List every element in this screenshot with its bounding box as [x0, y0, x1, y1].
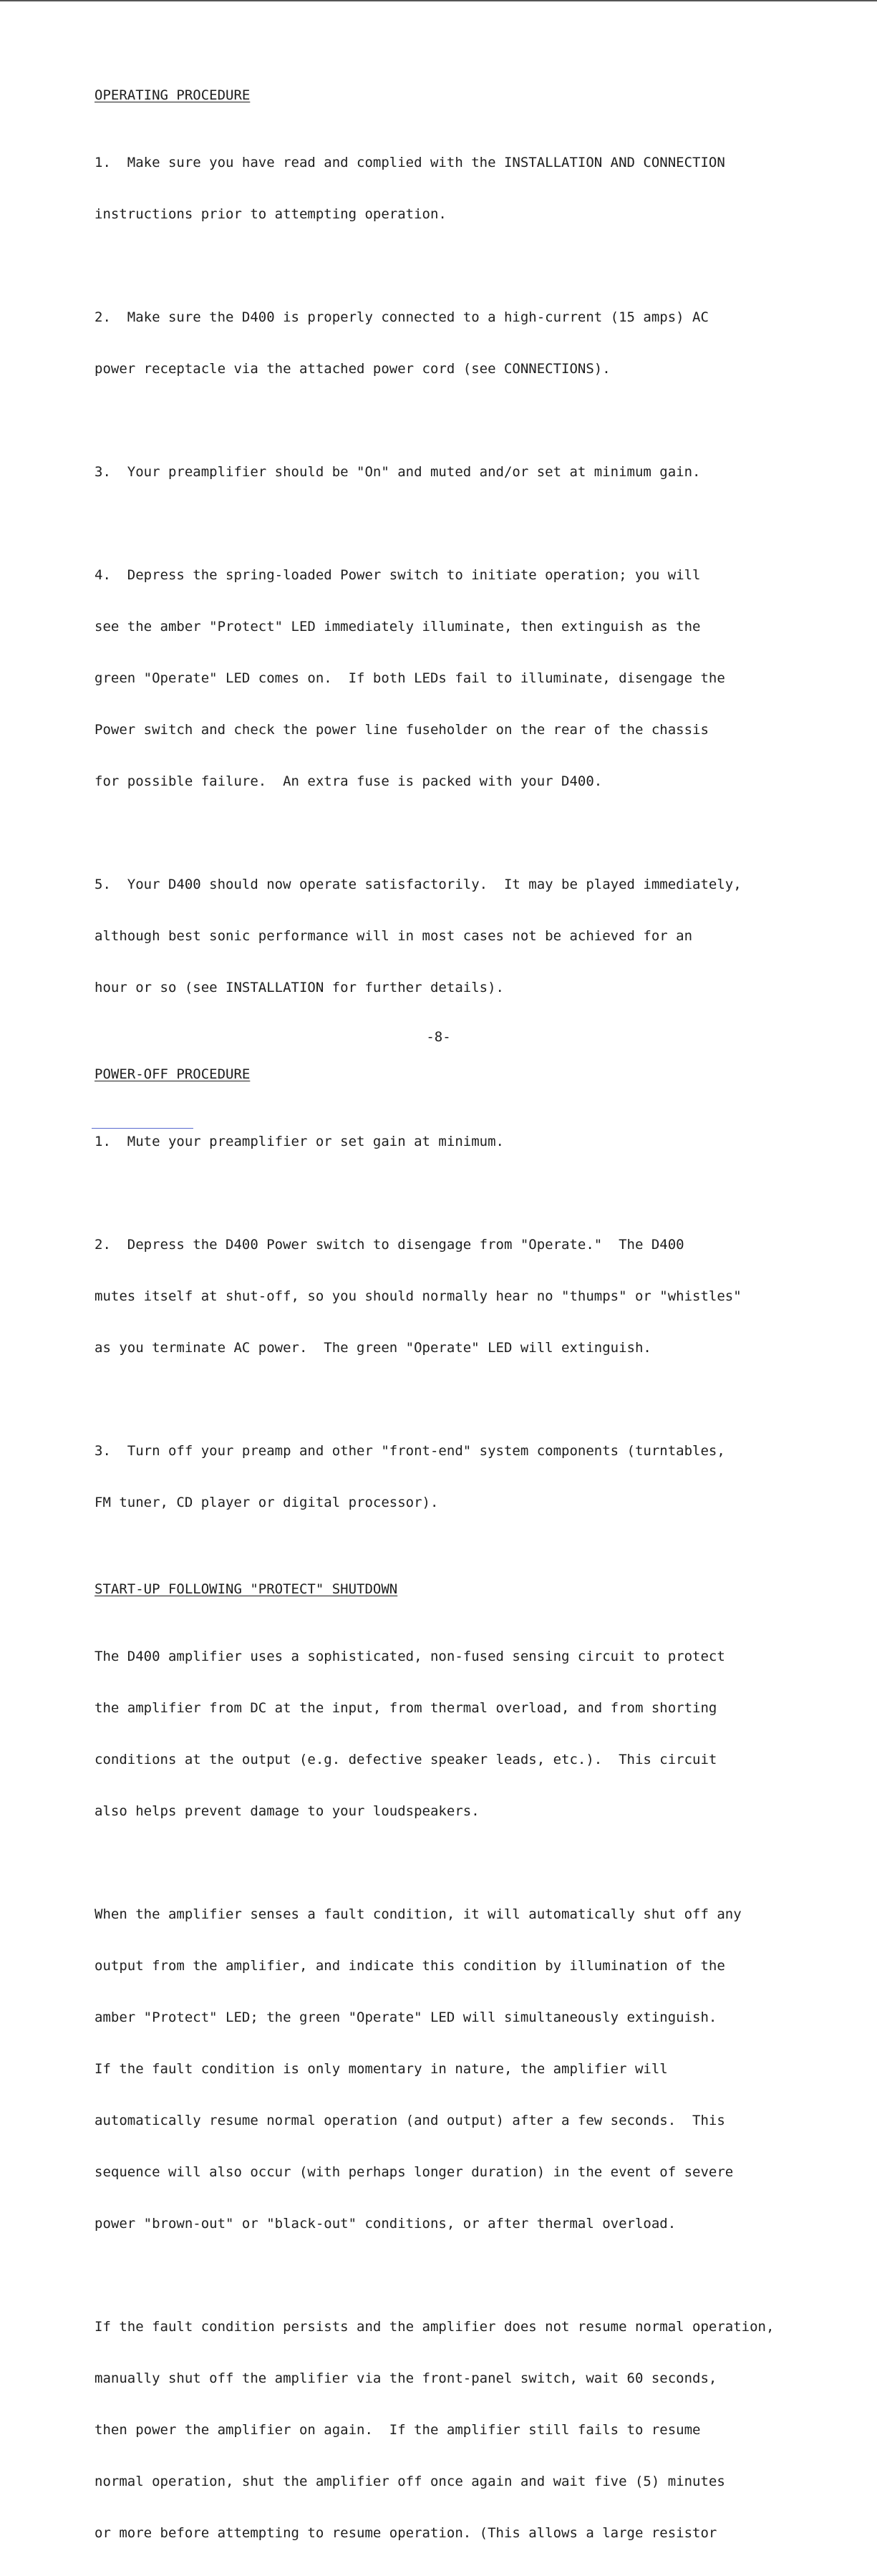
power-off-step-3 — [95, 1408, 810, 1545]
start-up-paragraph-1 — [95, 1613, 810, 1854]
text-line: Power switch and check the power line fuseholder on the rear of the chassis — [95, 722, 709, 738]
text-line: power "brown-out" or "black-out" conditions, or after thermal overload. — [95, 2216, 677, 2232]
manual-page — [95, 87, 810, 2576]
start-up-paragraph-2 — [95, 1871, 810, 2267]
power-off-step-2 — [95, 1202, 810, 1391]
text-line: 4. Depress the spring-loaded Power switch to initiate operation; you will — [95, 567, 701, 583]
operating-step-3 — [95, 429, 810, 515]
text-line: as you terminate AC power. The green "Operate" LED will extinguish. — [95, 1340, 651, 1356]
page-top-rule — [0, 0, 877, 1]
text-line: instructions prior to attempting operation. — [95, 206, 447, 222]
text-line: 1. Make sure you have read and complied with the INSTALLATION AND CONNECTION — [95, 155, 725, 170]
text-line: mutes itself at shut-off, so you should normally hear no "thumps" or "whistles" — [95, 1288, 742, 1304]
operating-step-1 — [95, 120, 810, 257]
heading-power-off-procedure: POWER-OFF PROCEDURE — [95, 1066, 251, 1082]
text-line: amber "Protect" LED; the green "Operate" LED will simultaneously extinguish. — [95, 2010, 717, 2025]
text-line: output from the amplifier, and indicate this condition by illumination of the — [95, 1958, 725, 1974]
heading-operating-procedure: OPERATING PROCEDURE — [95, 87, 251, 103]
text-line: 3. Your preamplifier should be "On" and muted and/or set at minimum gain. — [95, 464, 701, 480]
operating-step-4 — [95, 532, 810, 824]
text-line: 2. Make sure the D400 is properly connected to a high-current (15 amps) AC — [95, 309, 709, 325]
text-line: for possible failure. An extra fuse is packed with your D400. — [95, 773, 603, 789]
text-line: When the amplifier senses a fault condition, it will automatically shut off any — [95, 1906, 742, 1922]
text-line: If the fault condition persists and the amplifier does not resume normal operation, — [95, 2319, 775, 2335]
text-line: hour or so (see INSTALLATION for further details). — [95, 980, 504, 995]
text-line: power receptacle via the attached power cord (see CONNECTIONS). — [95, 361, 611, 377]
text-line: see the amber "Protect" LED immediately illuminate, then extinguish as the — [95, 619, 701, 635]
heading-start-up-following-protect: START-UP FOLLOWING "PROTECT" SHUTDOWN — [95, 1581, 398, 1597]
power-off-step-1 — [95, 1099, 810, 1185]
text-line: automatically resume normal operation (and output) after a few seconds. This — [95, 2113, 725, 2128]
operating-step-2 — [95, 274, 810, 412]
text-line: manually shut off the amplifier via the front-panel switch, wait 60 seconds, — [95, 2370, 717, 2386]
text-line: 1. Mute your preamplifier or set gain at minimum. — [95, 1134, 504, 1149]
text-line: sequence will also occur (with perhaps longer duration) in the event of severe — [95, 2164, 734, 2180]
text-line: FM tuner, CD player or digital processor). — [95, 1495, 439, 1510]
text-line: green "Operate" LED comes on. If both LEDs fail to illuminate, disengage the — [95, 670, 725, 686]
text-line: The D400 amplifier uses a sophisticated, non-fused sensing circuit to protect — [95, 1649, 725, 1664]
bottom-edge-mark — [92, 1128, 193, 1129]
text-line: conditions at the output (e.g. defective speaker leads, etc.). This circuit — [95, 1752, 717, 1767]
text-line: the amplifier from DC at the input, from thermal overload, and from shorting — [95, 1700, 717, 1716]
text-line: 5. Your D400 should now operate satisfactorily. It may be played immediately, — [95, 877, 742, 892]
operating-step-5 — [95, 841, 810, 1031]
text-line: If the fault condition is only momentary in nature, the amplifier will — [95, 2061, 668, 2077]
text-line: normal operation, shut the amplifier off once again and wait five (5) minutes — [95, 2474, 725, 2489]
start-up-paragraph-3 — [95, 2284, 810, 2576]
text-line: 2. Depress the D400 Power switch to disengage from "Operate." The D400 — [95, 1237, 684, 1253]
page-number: -8- — [426, 1029, 451, 1045]
text-line: 3. Turn off your preamp and other "front-end" system components (turntables, — [95, 1443, 725, 1459]
text-line: also helps prevent damage to your loudspeakers. — [95, 1803, 480, 1819]
text-line: then power the amplifier on again. If the amplifier still fails to resume — [95, 2422, 701, 2438]
text-line: or more before attempting to resume operation. (This allows a large resistor — [95, 2525, 717, 2541]
text-line: although best sonic performance will in most cases not be achieved for an — [95, 928, 693, 944]
